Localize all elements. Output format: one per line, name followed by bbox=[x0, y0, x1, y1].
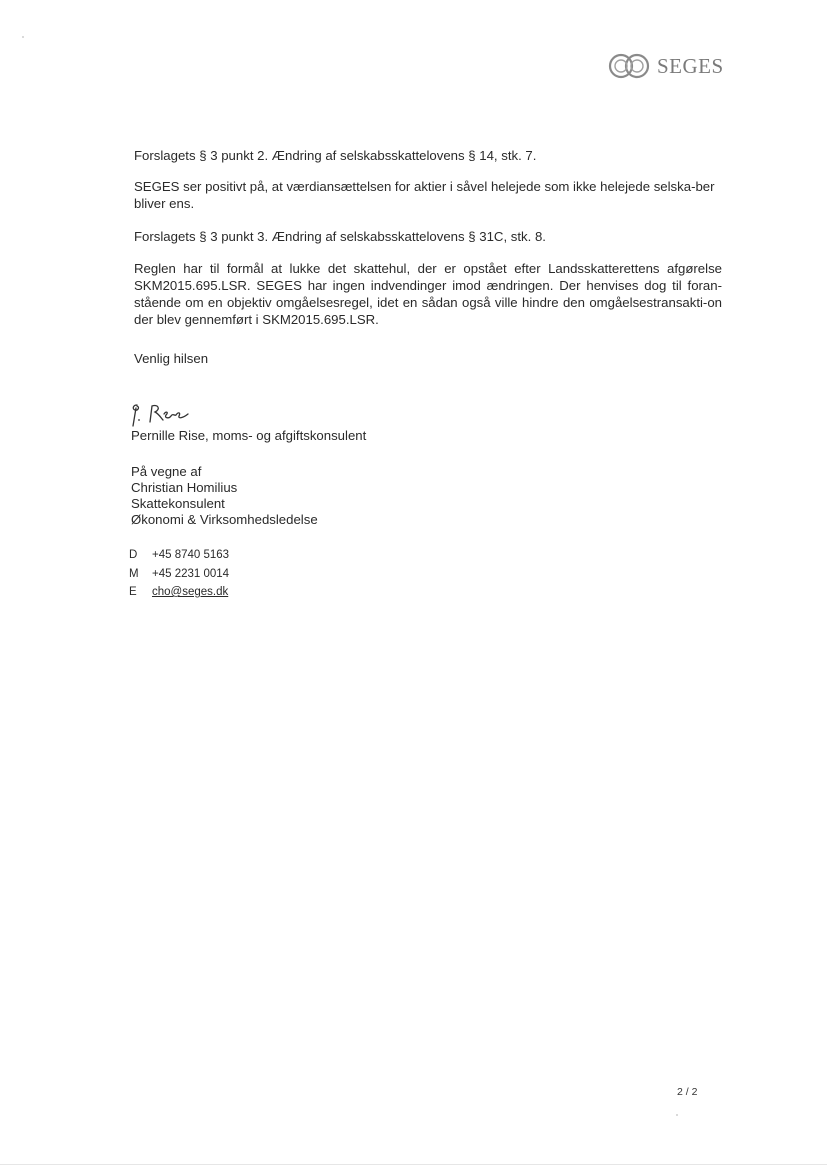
logo-text: SEGES bbox=[657, 53, 724, 78]
contact-row-email bbox=[129, 583, 229, 602]
direct-phone: +45 8740 5163 bbox=[152, 549, 230, 561]
signature-icon bbox=[128, 400, 198, 428]
on-behalf-block bbox=[131, 464, 318, 528]
paragraph-2: Reglen har til formål at lukke det skattehul, der er opstået efter Landsskatterettens afgørelse SKM2015.695.LSR. SEGES har ingen indvendinger imod ændringen. Der henvises dog til foran-stående om en objektiv omgåelsesregel, idet en sådan også ville hindre den omgåelsestransakti-on der blev gennemført i SKM2015.695.LSR. bbox=[134, 261, 722, 327]
contact-details bbox=[129, 546, 229, 602]
contact-key: D bbox=[129, 549, 138, 561]
contact-key: M bbox=[129, 567, 139, 580]
paragraph-1: SEGES ser positivt på, at værdiansættelsen for aktier i såvel helejede som ikke helejede selska-ber bliver ens. bbox=[134, 179, 715, 211]
contact-department: Økonomi & Virksomhedsledelse bbox=[131, 512, 318, 527]
scan-edge-line bbox=[0, 1164, 827, 1165]
on-behalf-label: På vegne af bbox=[131, 464, 202, 479]
mobile-phone: +45 2231 0014 bbox=[152, 567, 230, 580]
contact-row-direct bbox=[129, 546, 229, 565]
section-heading-2: Forslagets § 3 punkt 3. Ændring af selskabsskattelovens § 31C, stk. 8. bbox=[134, 229, 546, 244]
scan-speck bbox=[676, 1114, 678, 1116]
section-heading-1: Forslagets § 3 punkt 2. Ændring af selskabsskattelovens § 14, stk. 7. bbox=[134, 148, 537, 163]
contact-row-mobile bbox=[129, 565, 229, 584]
seges-logo bbox=[607, 52, 724, 80]
email-link[interactable]: cho@seges.dk bbox=[152, 586, 229, 598]
scan-speck bbox=[22, 36, 24, 38]
contact-title: Skattekonsulent bbox=[131, 496, 225, 511]
signer-name: Pernille Rise, moms- og afgiftskonsulent bbox=[131, 428, 367, 443]
contact-name: Christian Homilius bbox=[131, 480, 238, 495]
greeting: Venlig hilsen bbox=[134, 351, 209, 366]
page-number: 2 / 2 bbox=[677, 1086, 698, 1098]
contact-key: E bbox=[129, 586, 137, 598]
seges-logo-icon bbox=[607, 52, 653, 80]
